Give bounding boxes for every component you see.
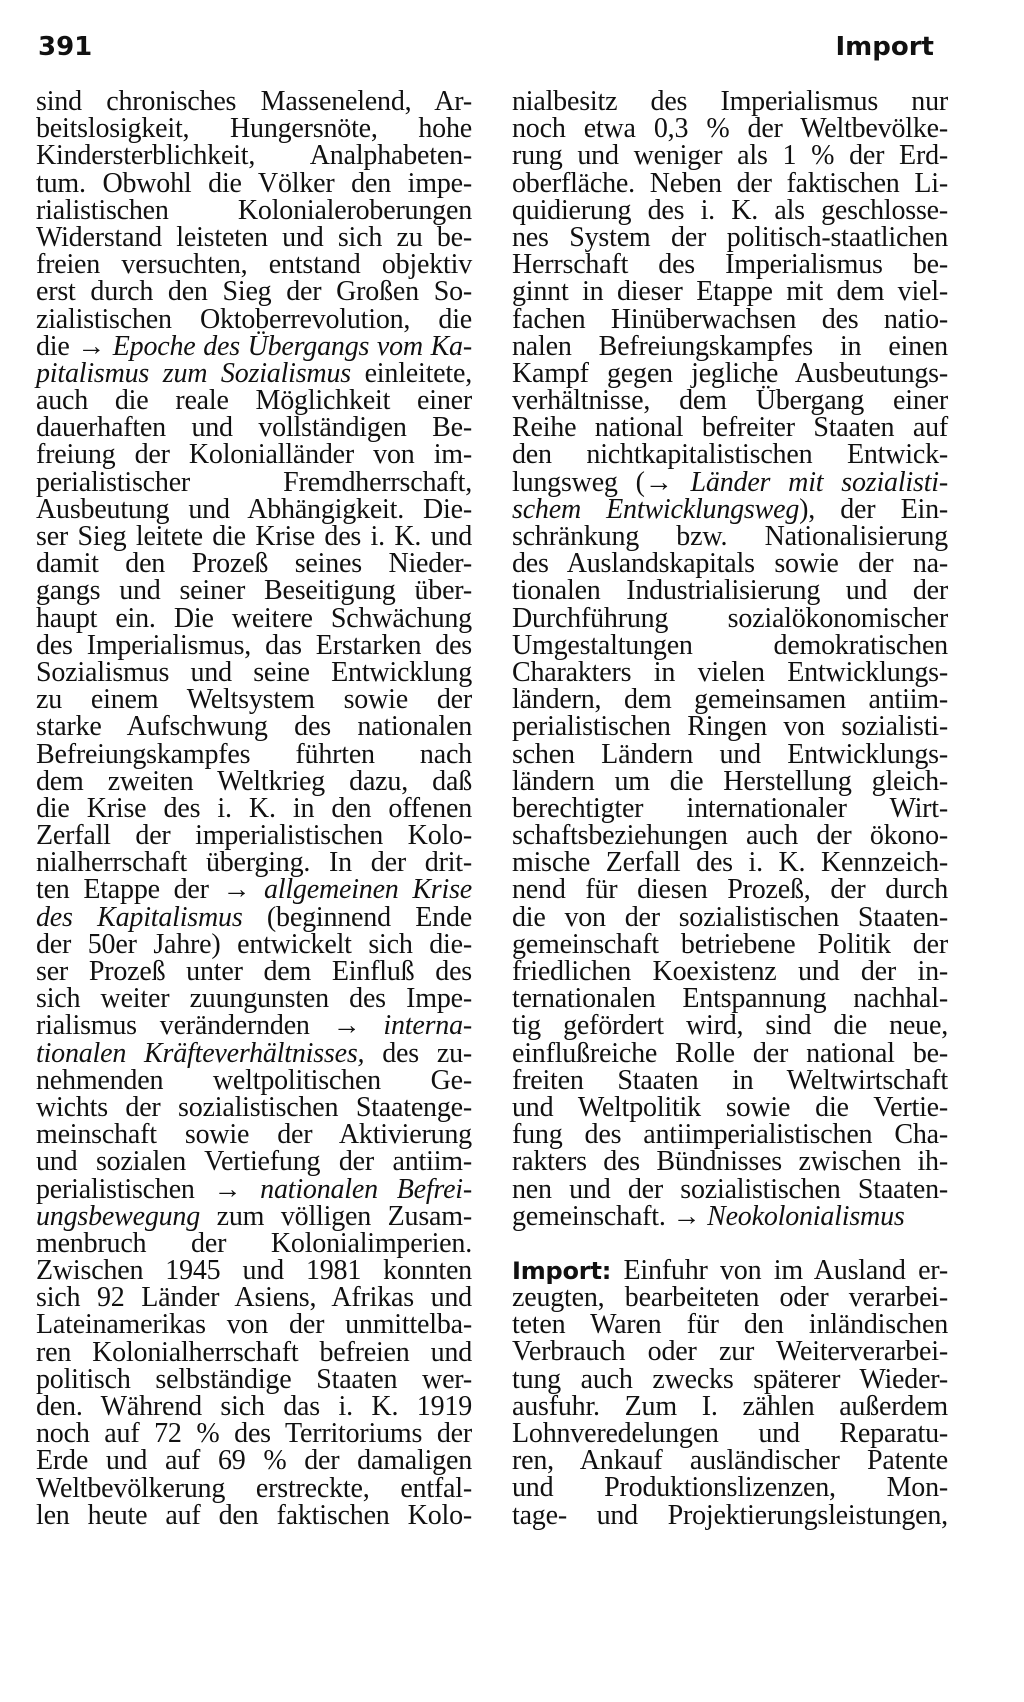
text-line xyxy=(36,901,472,933)
text-run: Ausbeutung und Abhängigkeit. Die- xyxy=(36,493,472,525)
text-run: rialismus verändernden xyxy=(36,1010,333,1042)
text-line xyxy=(36,523,472,550)
text-run: perialistischer Fremdherrschaft, xyxy=(36,466,472,498)
cross-reference-arrow: → xyxy=(77,330,106,362)
text-run: fung des antiimperialistischen Cha- xyxy=(512,1119,948,1151)
text-run: politisch selbständige Staaten wer- xyxy=(36,1363,472,1395)
text-line xyxy=(512,1254,948,1286)
text-line xyxy=(512,1173,948,1205)
text-line xyxy=(512,1010,948,1042)
text-run: wichts der sozialistischen Staatenge- xyxy=(36,1091,472,1123)
text-run: tionalen Industrialisierung und der xyxy=(512,575,948,607)
imperialism-entry-continuation xyxy=(512,88,948,1230)
text-line xyxy=(36,1119,472,1151)
text-line xyxy=(512,1472,948,1504)
text-run: ), der Ein- xyxy=(799,493,948,525)
text-run: Sozialismus und seine Entwicklung xyxy=(36,656,472,688)
text-run: und Weltpolitik sowie die Vertie- xyxy=(512,1091,948,1123)
text-line xyxy=(36,765,472,797)
text-run: tage- und Projektierungsleistungen, xyxy=(512,1499,948,1531)
text-line xyxy=(36,1393,472,1420)
text-line xyxy=(36,1472,472,1504)
text-line xyxy=(36,684,472,716)
text-run: ren, Ankauf ausländischer Patente xyxy=(512,1445,948,1477)
cross-reference-arrow: → xyxy=(332,1010,361,1042)
text-run: ser Sieg leitete die Krise des i. K. und xyxy=(36,521,472,552)
text-run: perialistischen xyxy=(36,1173,214,1205)
text-line xyxy=(36,1091,472,1123)
text-run: mische Zerfall des i. K. Kennzeich- xyxy=(512,847,948,879)
text-line xyxy=(512,684,948,716)
cross-reference-term: interna- xyxy=(360,1010,472,1042)
cross-reference-term: Epoche des Übergangs vom Ka- xyxy=(105,330,472,362)
text-run: Verbrauch oder zur Weiterverarbei- xyxy=(512,1336,948,1368)
text-run: ginnt in dieser Etappe mit dem viel- xyxy=(512,276,948,308)
text-line xyxy=(36,276,472,308)
text-line xyxy=(512,113,948,145)
text-line xyxy=(512,330,948,362)
text-run: sich weiter zuungunsten des Impe- xyxy=(36,983,472,1015)
text-line xyxy=(512,385,948,417)
text-run: Durchführung sozialökonomischer xyxy=(512,602,948,634)
text-line xyxy=(512,1499,948,1531)
text-line xyxy=(36,249,472,281)
text-line xyxy=(512,792,948,824)
right-text-column xyxy=(512,88,948,1529)
text-line xyxy=(512,765,948,797)
text-line xyxy=(512,357,948,389)
text-line xyxy=(36,1227,472,1259)
text-run: noch etwa 0,3 % der Weltbevölke- xyxy=(512,113,948,145)
text-run: ren Kolonialherrschaft befreien und xyxy=(36,1336,472,1368)
text-line xyxy=(512,1390,948,1422)
text-run: Reihe national befreiter Staaten auf xyxy=(512,412,948,444)
text-run: zialistischen Oktoberrevolution, die xyxy=(36,303,472,335)
text-line xyxy=(512,249,948,281)
text-run: rakters des Bündnisses zwischen ih- xyxy=(512,1146,948,1178)
cross-reference-term: schem Entwicklungsweg xyxy=(512,493,800,525)
text-line xyxy=(512,928,948,960)
text-line xyxy=(36,385,472,417)
text-line xyxy=(512,1309,948,1341)
text-run: der 50er Jahre) entwickelt sich die- xyxy=(36,928,472,960)
text-line xyxy=(512,847,948,879)
cross-reference-term: des Kapitalismus xyxy=(36,901,243,933)
text-line xyxy=(512,493,948,525)
text-run: auch die reale Möglichkeit einer xyxy=(36,385,472,417)
text-run: freien versuchten, entstand objektiv xyxy=(36,249,472,281)
entry-lemma: Import: xyxy=(512,1256,612,1285)
text-run: Herrschaft des Imperialismus be- xyxy=(512,249,948,281)
text-run: ausfuhr. Zum I. zählen außerdem xyxy=(512,1390,948,1422)
import-entry xyxy=(512,1254,948,1531)
cross-reference-arrow: → xyxy=(672,1200,701,1232)
text-run: ser Prozeß unter dem Einfluß des xyxy=(36,956,472,987)
text-run: rialistischen Kolonialeroberungen xyxy=(36,194,472,226)
text-run: gangs und seiner Beseitigung über- xyxy=(36,575,472,607)
text-line xyxy=(512,1445,948,1477)
cross-reference-term: Neokolonialismus xyxy=(700,1200,905,1232)
text-run: friedlichen Koexistenz und der in- xyxy=(512,956,948,987)
text-run: nalen Befreiungskampfes in einen xyxy=(512,330,948,362)
text-line xyxy=(512,276,948,308)
text-line xyxy=(36,1146,472,1178)
text-line xyxy=(512,656,948,688)
text-run: des Auslandskapitals sowie der na- xyxy=(512,548,948,580)
text-line xyxy=(36,167,472,199)
text-run: zeugten, bearbeiteten oder verarbei- xyxy=(512,1282,948,1314)
text-run: freiung der Kolonialländer von im- xyxy=(36,439,472,471)
text-line xyxy=(512,1282,948,1314)
text-line xyxy=(512,711,948,743)
text-line xyxy=(512,820,948,852)
text-line xyxy=(512,901,948,933)
entry-separator xyxy=(512,1230,948,1257)
cross-reference-arrow: → xyxy=(222,874,251,906)
text-run: menbruch der Kolonialimperien. xyxy=(36,1227,472,1259)
text-run: meinschaft sowie der Aktivierung xyxy=(36,1119,472,1151)
text-line xyxy=(36,1255,472,1287)
text-run: Kampf gegen jegliche Ausbeutungs- xyxy=(512,357,948,389)
text-line xyxy=(36,88,472,115)
text-run: des zu- xyxy=(364,1037,472,1069)
text-line xyxy=(36,1200,472,1232)
text-line xyxy=(36,113,472,145)
text-run: Erde und auf 69 % der damaligen xyxy=(36,1445,472,1477)
text-line xyxy=(36,629,472,661)
text-run: ten Etappe der xyxy=(36,874,223,906)
cross-reference-arrow: → xyxy=(213,1173,242,1205)
text-line xyxy=(36,412,472,444)
text-run: nend für diesen Prozeß, der durch xyxy=(512,874,948,906)
text-run: perialistischen Ringen von sozialisti- xyxy=(512,711,948,743)
text-line xyxy=(36,1037,472,1069)
text-line xyxy=(36,1064,472,1096)
text-run: gemeinschaft betriebene Politik der xyxy=(512,928,948,960)
text-line xyxy=(512,167,948,199)
text-run: lungsweg ( xyxy=(512,466,645,498)
text-run: zu einem Weltsystem sowie der xyxy=(36,684,472,716)
text-run: ländern um die Herstellung gleich- xyxy=(512,765,948,797)
text-line xyxy=(36,466,472,498)
text-run: zum völligen Zusam- xyxy=(200,1200,472,1232)
text-line xyxy=(512,983,948,1015)
text-line xyxy=(512,1420,948,1447)
text-line xyxy=(36,1418,472,1450)
left-text-column xyxy=(36,88,472,1529)
text-line xyxy=(512,88,948,115)
text-run: schaftsbeziehungen auch der ökono- xyxy=(512,820,948,852)
text-line xyxy=(36,1010,472,1042)
text-line xyxy=(512,1336,948,1368)
text-line xyxy=(36,194,472,226)
text-run: Kindersterblichkeit, Analphabeten- xyxy=(36,140,472,172)
text-line xyxy=(36,575,472,607)
text-run: Befreiungskampfes führten nach xyxy=(36,738,472,770)
text-run: die Krise des i. K. in den offenen xyxy=(36,792,472,824)
text-line xyxy=(512,1146,948,1178)
text-line xyxy=(36,738,472,770)
text-line xyxy=(36,874,472,906)
text-run: rung und weniger als 1 % der Erd- xyxy=(512,140,948,172)
text-line xyxy=(512,523,948,550)
text-run: des Imperialismus, das Erstarken des xyxy=(36,629,472,661)
text-run: fachen Hinüberwachsen des natio- xyxy=(512,303,948,335)
text-run: einflußreiche Rolle der national be- xyxy=(512,1037,948,1069)
text-run: Zwischen 1945 und 1981 konnten xyxy=(36,1255,472,1287)
text-run: quidierung des i. K. als geschlosse- xyxy=(512,194,948,226)
text-line xyxy=(512,1064,948,1096)
running-head xyxy=(38,32,934,72)
text-run: Weltbevölkerung erstreckte, entfal- xyxy=(36,1472,472,1504)
running-head-word: Import xyxy=(835,32,934,62)
text-line xyxy=(512,738,948,770)
text-line xyxy=(36,958,472,985)
text-line xyxy=(512,1037,948,1069)
text-run: dauerhaften und vollständigen Be- xyxy=(36,412,472,444)
text-line xyxy=(36,357,472,389)
text-run: Widerstand leisteten und sich zu be- xyxy=(36,221,472,253)
text-line xyxy=(512,303,948,335)
text-run: tung auch zwecks späterer Wieder- xyxy=(512,1363,948,1395)
text-line xyxy=(36,548,472,580)
text-run: freiten Staaten in Weltwirtschaft xyxy=(512,1064,948,1096)
text-line xyxy=(36,493,472,525)
text-run: dem zweiten Weltkrieg dazu, daß xyxy=(36,765,472,797)
text-run: sind chronisches Massenelend, Ar- xyxy=(36,86,472,117)
text-line xyxy=(512,1363,948,1395)
text-run: verhältnisse, dem Übergang einer xyxy=(512,385,948,417)
text-run: (beginnend Ende xyxy=(242,901,472,933)
text-run: ternationalen Entspannung nachhal- xyxy=(512,983,948,1015)
text-run: schränkung bzw. Nationalisierung xyxy=(512,521,948,552)
text-run: berechtigter internationaler Wirt- xyxy=(512,792,948,824)
text-line xyxy=(36,656,472,688)
text-run: nialherrschaft überging. In der drit- xyxy=(36,847,472,879)
cross-reference-term: allgemeinen Krise xyxy=(250,874,472,906)
text-run: Umgestaltungen demokratischen xyxy=(512,629,948,661)
text-line xyxy=(512,1200,948,1232)
text-run: nehmenden weltpolitischen Ge- xyxy=(36,1064,472,1096)
text-line xyxy=(512,412,948,444)
text-line xyxy=(512,1091,948,1123)
text-run: erst durch den Sieg der Großen So- xyxy=(36,276,472,308)
text-line xyxy=(36,602,472,634)
text-run: einleitete, xyxy=(350,357,472,389)
text-line xyxy=(512,602,948,634)
text-line xyxy=(512,548,948,580)
text-line xyxy=(36,1309,472,1341)
text-line xyxy=(512,1119,948,1151)
text-run: den. Während sich das i. K. 1919 xyxy=(36,1391,472,1422)
text-run: Lohnveredelungen und Reparatu- xyxy=(512,1418,948,1449)
text-line xyxy=(36,303,472,335)
cross-reference-term: ungsbewegung xyxy=(36,1200,201,1232)
text-run: Charakters in vielen Entwicklungs- xyxy=(512,656,948,688)
text-run: ländern, dem gemeinsamen antiim- xyxy=(512,684,948,716)
text-line xyxy=(36,1445,472,1477)
cross-reference-term: Länder mit sozialisti- xyxy=(672,466,948,498)
text-line xyxy=(512,958,948,985)
text-run: nen und der sozialistischen Staaten- xyxy=(512,1173,948,1205)
text-line xyxy=(512,194,948,226)
page-number: 391 xyxy=(38,32,93,62)
text-line xyxy=(36,983,472,1015)
text-run: damit den Prozeß seines Nieder- xyxy=(36,548,472,580)
text-run: nes System der politisch-staatlichen xyxy=(512,221,948,253)
text-run: und sozialen Vertiefung der antiim- xyxy=(36,1146,472,1178)
text-run: oberfläche. Neben der faktischen Li- xyxy=(512,167,948,199)
text-run: noch auf 72 % des Territoriums der xyxy=(36,1418,472,1450)
text-line xyxy=(36,330,472,362)
text-run: den nichtkapitalistischen Entwick- xyxy=(512,439,948,471)
text-line xyxy=(36,847,472,879)
text-line xyxy=(36,140,472,172)
text-line xyxy=(36,1336,472,1368)
text-line xyxy=(36,711,472,743)
text-run: die von der sozialistischen Staaten- xyxy=(512,901,948,933)
text-run: nialbesitz des Imperialismus nur xyxy=(512,86,948,117)
text-line xyxy=(512,874,948,906)
text-run: teten Waren für den inländischen xyxy=(512,1309,948,1341)
text-line xyxy=(512,629,948,661)
text-run: gemeinschaft. xyxy=(512,1200,673,1232)
text-line xyxy=(36,439,472,471)
text-line xyxy=(36,820,472,852)
text-line xyxy=(36,1282,472,1314)
text-run: sich 92 Länder Asiens, Afrikas und xyxy=(36,1282,472,1314)
text-run: tig gefördert wird, sind die neue, xyxy=(512,1010,948,1042)
text-line xyxy=(512,466,948,498)
text-line xyxy=(512,575,948,607)
text-run: Einfuhr von im Ausland er- xyxy=(611,1254,948,1286)
cross-reference-term: nationalen Befrei- xyxy=(241,1173,472,1205)
text-line xyxy=(36,1499,472,1531)
text-run: starke Aufschwung des nationalen xyxy=(36,711,472,743)
text-line xyxy=(512,439,948,471)
text-line xyxy=(36,1363,472,1395)
text-line xyxy=(36,792,472,824)
text-run: die xyxy=(36,330,78,362)
text-run: Zerfall der imperialistischen Kolo- xyxy=(36,820,472,852)
text-run: beitslosigkeit, Hungersnöte, hohe xyxy=(36,113,472,145)
cross-reference-term: pitalismus zum Sozialismus xyxy=(36,357,351,389)
text-run: tum. Obwohl die Völker den impe- xyxy=(36,167,472,199)
text-line xyxy=(512,140,948,172)
cross-reference-term: tionalen Kräfteverhältnisses, xyxy=(36,1037,365,1069)
text-run: len heute auf den faktischen Kolo- xyxy=(36,1499,472,1531)
text-line xyxy=(512,221,948,253)
text-line xyxy=(36,221,472,253)
text-run: Lateinamerikas von der unmittelba- xyxy=(36,1309,472,1341)
text-line xyxy=(36,1173,472,1205)
text-run: und Produktionslizenzen, Mon- xyxy=(512,1472,948,1504)
cross-reference-arrow: → xyxy=(644,466,673,498)
text-run: schen Ländern und Entwicklungs- xyxy=(512,738,948,770)
text-run: haupt ein. Die weitere Schwächung xyxy=(36,602,472,634)
text-line xyxy=(36,928,472,960)
